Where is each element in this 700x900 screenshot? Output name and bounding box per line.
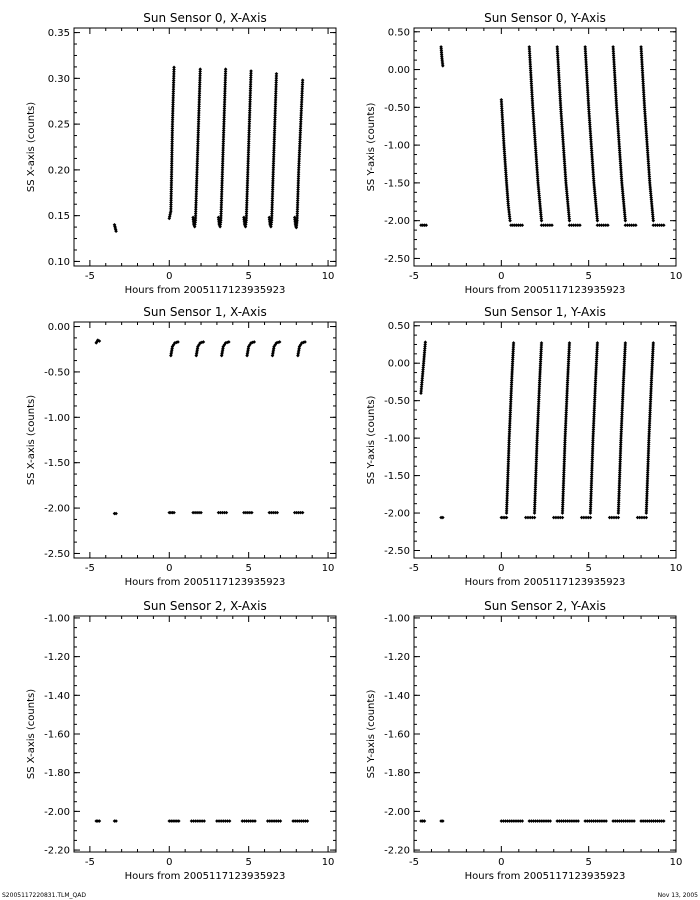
chart-title: Sun Sensor 0, X-Axis <box>143 11 267 25</box>
chart-panel-4 <box>366 305 682 588</box>
data-point <box>198 67 202 71</box>
data-point <box>561 516 565 520</box>
data-point <box>224 67 228 71</box>
data-segment <box>505 341 516 515</box>
y-tick-label: -1.80 <box>44 768 70 780</box>
x-axis-label: Hours from 2005117123935923 <box>124 285 286 296</box>
data-point <box>617 516 621 520</box>
y-tick-label: -1.50 <box>44 458 70 470</box>
data-segment <box>266 819 282 823</box>
data-segment <box>191 511 203 515</box>
data-point <box>548 819 552 823</box>
x-tick-label: -5 <box>84 271 95 282</box>
data-segment <box>500 516 509 520</box>
y-tick-label: -1.50 <box>384 471 410 483</box>
data-point <box>533 516 537 520</box>
data-segment <box>509 223 524 227</box>
data-segment <box>293 511 305 515</box>
data-point <box>596 341 600 345</box>
plot-frame <box>414 28 676 266</box>
data-segment <box>217 67 228 228</box>
data-segment <box>293 78 305 229</box>
data-point <box>540 219 544 223</box>
data-segment <box>419 340 427 395</box>
data-points <box>94 338 306 515</box>
y-tick-label: 0.50 <box>387 27 410 39</box>
data-point <box>424 340 428 344</box>
data-point <box>550 223 554 227</box>
y-axis-label: SS X-axis (counts) <box>26 688 37 780</box>
x-tick-label: 10 <box>321 271 335 282</box>
data-point <box>279 819 283 823</box>
x-tick-label: 0 <box>166 271 173 282</box>
data-segment <box>242 69 253 228</box>
data-segment <box>439 516 444 520</box>
data-point <box>578 223 582 227</box>
data-segment <box>552 516 564 520</box>
data-segment <box>271 340 282 357</box>
data-point <box>275 72 279 76</box>
plot-frame <box>74 28 336 266</box>
data-segment <box>167 66 175 221</box>
x-tick-label: 5 <box>245 857 252 868</box>
x-axis-label: Hours from 2005117123935923 <box>124 871 286 882</box>
y-tick-label: -0.50 <box>44 367 70 379</box>
data-segment <box>241 819 257 823</box>
y-tick-label: -2.20 <box>384 845 410 857</box>
plot-frame <box>74 322 336 558</box>
data-point <box>253 819 257 823</box>
y-tick-label: 0.00 <box>387 358 410 370</box>
data-segment <box>220 340 231 357</box>
data-segment <box>583 45 599 222</box>
chart-title: Sun Sensor 2, Y-Axis <box>484 599 606 613</box>
data-point <box>645 516 649 520</box>
data-point <box>632 819 636 823</box>
data-segment <box>500 98 512 222</box>
chart-title: Sun Sensor 2, X-Axis <box>143 599 267 613</box>
x-tick-label: 5 <box>245 271 252 282</box>
data-segment <box>533 341 544 515</box>
data-segment <box>439 45 444 67</box>
plot-frame <box>414 322 676 558</box>
y-axis-label: SS X-axis (counts) <box>26 101 37 193</box>
data-points <box>419 340 655 519</box>
x-tick-label: 0 <box>498 271 505 282</box>
data-segment <box>540 223 554 227</box>
chart-panel-6 <box>366 599 682 882</box>
data-point <box>250 511 254 515</box>
y-tick-label: -1.60 <box>384 729 410 741</box>
data-segment <box>217 511 229 515</box>
y-tick-label: -0.50 <box>384 396 410 408</box>
data-segment <box>268 511 280 515</box>
x-tick-label: -5 <box>409 271 419 282</box>
y-tick-label: -1.80 <box>384 768 410 780</box>
y-tick-label: 0.00 <box>387 65 410 77</box>
data-point <box>228 819 232 823</box>
data-point <box>172 66 176 70</box>
data-segment <box>169 340 180 357</box>
chart-panel-5 <box>26 599 336 882</box>
y-tick-label: -1.20 <box>384 652 410 664</box>
data-segment <box>527 45 543 222</box>
data-points <box>419 819 665 823</box>
x-tick-label: 0 <box>166 857 173 868</box>
data-point <box>177 819 181 823</box>
data-segment <box>245 340 256 357</box>
chart-title: Sun Sensor 1, Y-Axis <box>484 305 606 319</box>
x-axis-label: Hours from 2005117123935923 <box>124 577 286 588</box>
data-segment <box>439 819 444 823</box>
data-point <box>651 341 655 345</box>
data-point <box>520 223 524 227</box>
y-axis-label: SS X-axis (counts) <box>26 394 37 486</box>
data-segment <box>636 516 648 520</box>
data-segment <box>419 819 426 823</box>
data-segment <box>555 819 580 823</box>
data-segment <box>296 340 307 357</box>
data-point <box>568 341 572 345</box>
data-point <box>306 819 310 823</box>
data-point <box>540 341 544 345</box>
x-tick-label: 10 <box>321 857 335 868</box>
data-points <box>94 819 309 823</box>
x-axis-label: Hours from 2005117123935923 <box>464 577 626 588</box>
x-axis-label: Hours from 2005117123935923 <box>464 871 626 882</box>
y-tick-label: -2.00 <box>384 806 410 818</box>
data-segment <box>580 516 592 520</box>
data-segment <box>596 223 610 227</box>
data-segment <box>611 819 636 823</box>
data-segment <box>639 819 665 823</box>
y-tick-label: -1.20 <box>44 652 70 664</box>
y-tick-label: -0.50 <box>384 102 410 114</box>
data-segment <box>583 819 608 823</box>
x-tick-label: 5 <box>245 563 252 574</box>
x-tick-label: 5 <box>585 857 592 868</box>
data-point <box>520 819 524 823</box>
date-label: Nov 13, 2005 <box>657 892 698 899</box>
data-segment <box>645 341 656 515</box>
data-point <box>199 511 203 515</box>
plot-frame <box>414 616 676 852</box>
y-tick-label: -2.00 <box>44 503 70 515</box>
chart-panel-2 <box>366 11 682 296</box>
data-segment <box>611 45 627 222</box>
data-point <box>604 819 608 823</box>
y-axis-label: SS Y-axis (counts) <box>366 395 377 485</box>
data-segment <box>500 819 525 823</box>
data-segment <box>167 819 180 823</box>
data-segment <box>94 819 101 823</box>
chart-title: Sun Sensor 1, X-Axis <box>143 305 267 319</box>
data-point <box>301 78 305 82</box>
y-tick-label: -1.00 <box>384 613 410 625</box>
y-tick-label: -1.00 <box>44 613 70 625</box>
data-segment <box>113 223 118 233</box>
x-tick-label: -5 <box>409 563 419 574</box>
x-tick-label: -5 <box>84 857 95 868</box>
data-segment <box>419 223 428 227</box>
y-tick-label: -2.00 <box>384 216 410 228</box>
data-segment <box>191 67 202 228</box>
data-segment <box>242 511 254 515</box>
chart-panel-3 <box>26 305 336 588</box>
y-axis-label: SS Y-axis (counts) <box>366 102 377 192</box>
x-tick-label: 10 <box>321 563 335 574</box>
y-tick-label: 0.50 <box>387 321 410 333</box>
x-tick-label: 10 <box>669 563 683 574</box>
x-tick-label: 10 <box>669 857 683 868</box>
data-points <box>419 45 665 227</box>
chart-title: Sun Sensor 0, Y-Axis <box>484 11 606 25</box>
data-point <box>589 516 593 520</box>
data-segment <box>291 819 309 823</box>
data-segment <box>589 341 600 515</box>
y-tick-label: 0.00 <box>47 322 70 334</box>
y-tick-label: -2.00 <box>384 508 410 520</box>
y-tick-label: -1.60 <box>44 729 70 741</box>
data-segment <box>568 223 582 227</box>
data-point <box>634 223 638 227</box>
y-axis-label: SS Y-axis (counts) <box>366 689 377 779</box>
data-point <box>512 341 516 345</box>
y-tick-label: 0.15 <box>47 211 70 223</box>
chart-panel-1 <box>26 11 336 296</box>
data-point <box>662 223 666 227</box>
data-segment <box>94 338 101 344</box>
y-tick-label: 0.25 <box>47 119 70 131</box>
data-segment <box>608 516 620 520</box>
x-axis-label: Hours from 2005117123935923 <box>464 285 626 296</box>
y-tick-label: -2.00 <box>44 806 70 818</box>
data-segment <box>527 819 552 823</box>
data-point <box>624 341 628 345</box>
x-tick-label: -5 <box>409 857 419 868</box>
y-tick-label: -1.00 <box>384 433 410 445</box>
y-tick-label: -2.20 <box>44 845 70 857</box>
file-label: S2005117220831.TLM_QAD <box>2 892 86 899</box>
x-tick-label: 0 <box>498 857 505 868</box>
y-tick-label: -2.50 <box>384 546 410 558</box>
data-point <box>596 219 600 223</box>
data-segment <box>651 223 665 227</box>
data-segment <box>215 819 231 823</box>
y-tick-label: 0.35 <box>47 28 70 40</box>
data-points <box>113 66 305 233</box>
x-tick-label: -5 <box>84 563 95 574</box>
x-tick-label: 0 <box>166 563 173 574</box>
data-point <box>576 819 580 823</box>
data-segment <box>194 340 205 357</box>
data-point <box>606 223 610 227</box>
data-segment <box>639 45 655 222</box>
data-segment <box>524 516 536 520</box>
data-segment <box>617 341 628 515</box>
x-tick-label: 10 <box>669 271 683 282</box>
data-segment <box>555 45 571 222</box>
data-segment <box>113 512 118 516</box>
y-tick-label: 0.10 <box>47 256 70 268</box>
y-tick-label: 0.30 <box>47 73 70 85</box>
data-segment <box>113 819 118 823</box>
data-point <box>624 219 628 223</box>
data-segment <box>190 819 206 823</box>
y-tick-label: -1.00 <box>384 140 410 152</box>
data-segment <box>561 341 572 515</box>
data-point <box>249 69 253 73</box>
y-tick-label: -1.00 <box>44 412 70 424</box>
y-tick-label: -1.40 <box>44 690 70 702</box>
y-tick-label: -1.50 <box>384 178 410 190</box>
data-point <box>508 219 512 223</box>
x-tick-label: 5 <box>585 563 592 574</box>
y-tick-label: 0.20 <box>47 165 70 177</box>
data-point <box>651 219 655 223</box>
data-point <box>568 219 572 223</box>
data-segment <box>268 72 279 228</box>
y-tick-label: -2.50 <box>384 253 410 265</box>
data-point <box>225 511 229 515</box>
y-tick-label: -2.50 <box>44 548 70 560</box>
x-tick-label: 5 <box>585 271 592 282</box>
y-tick-label: -1.40 <box>384 690 410 702</box>
plot-frame <box>74 616 336 852</box>
x-tick-label: 0 <box>498 563 505 574</box>
data-point <box>662 819 666 823</box>
data-point <box>202 819 206 823</box>
data-point <box>275 511 279 515</box>
data-segment <box>167 511 175 515</box>
data-segment <box>624 223 638 227</box>
data-point <box>301 511 305 515</box>
